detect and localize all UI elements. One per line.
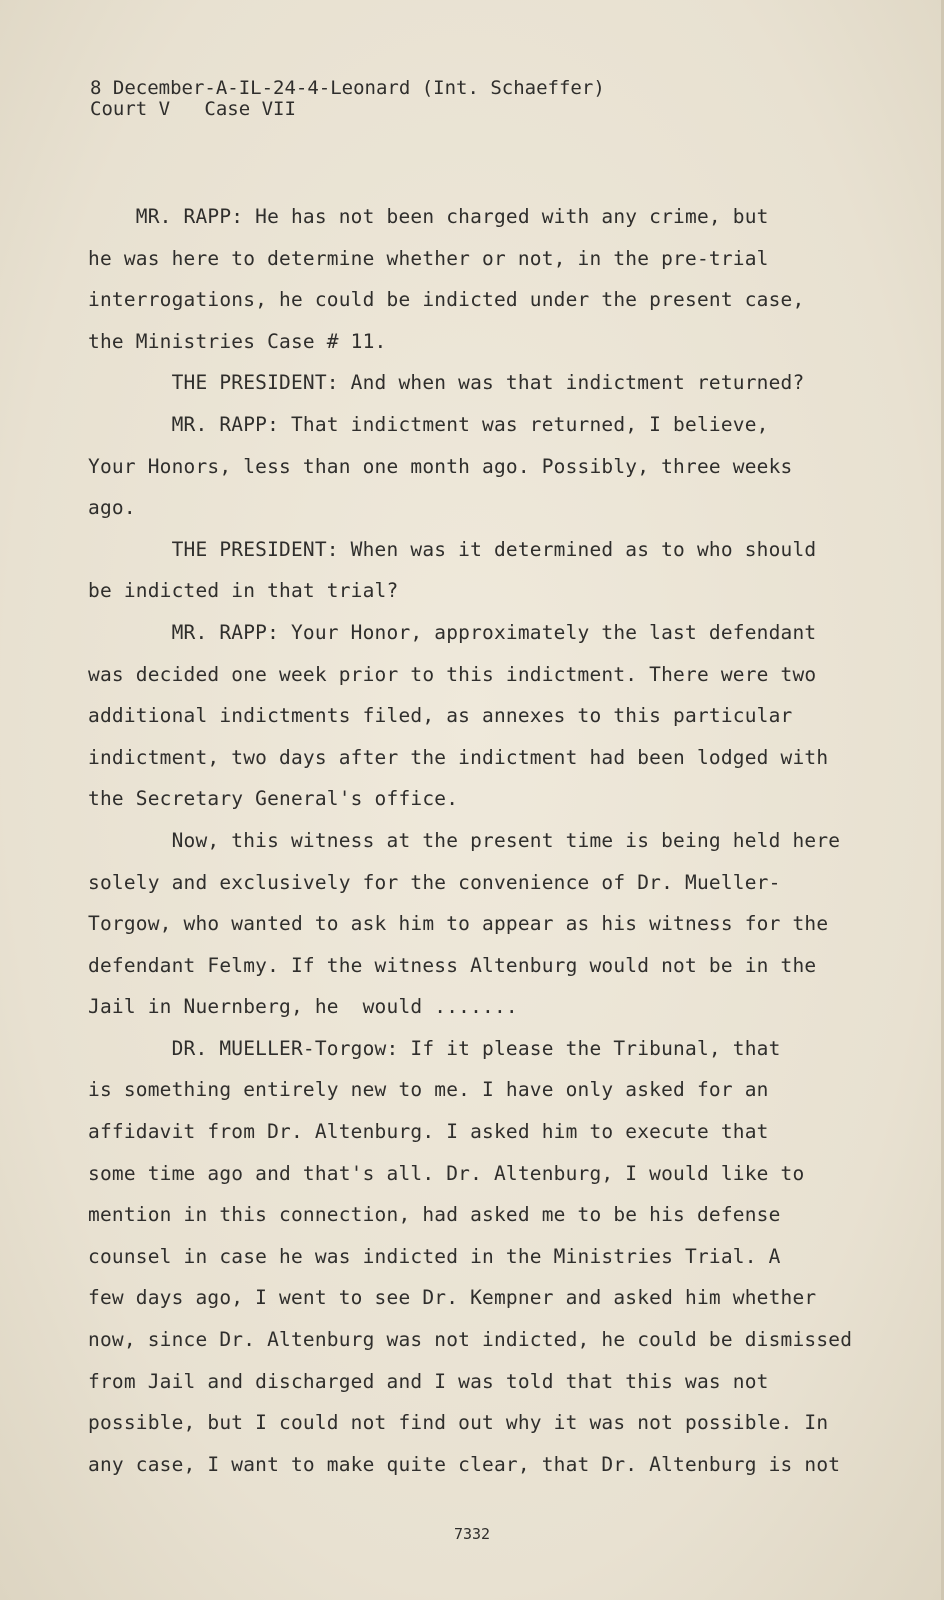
header-date-line: 8 December-A-IL-24-4-Leonard (Int. Schaeffer) xyxy=(90,77,605,99)
transcript-line: MR. RAPP: He has not been charged with any crime, but xyxy=(88,205,769,228)
transcript-line: mention in this connection, had asked me to be his defense xyxy=(88,1203,781,1227)
transcript-line: now, since Dr. Altenburg was not indicted, he could be dismissed xyxy=(88,1328,853,1352)
transcript-line: possible, but I could not find out why it was not possible. In xyxy=(88,1411,829,1435)
transcript-line: Your Honors, less than one month ago. Possibly, three weeks xyxy=(88,454,793,478)
transcript-line: THE PRESIDENT: When was it determined as to who should xyxy=(88,537,817,561)
transcript-line: ago. xyxy=(88,496,136,520)
transcript-line: affidavit from Dr. Altenburg. I asked him to execute that xyxy=(88,1120,769,1144)
transcript-line: DR. MUELLER-Torgow: If it please the Tribunal, that xyxy=(88,1036,781,1060)
transcript-line: MR. RAPP: That indictment was returned, I believe, xyxy=(88,412,769,436)
transcript-line: be indicted in that trial? xyxy=(88,579,399,603)
transcript-line: MR. RAPP: Your Honor, approximately the last defendant xyxy=(88,620,817,644)
transcript-line: some time ago and that's all. Dr. Altenburg, I would like to xyxy=(88,1161,805,1185)
transcript-line: defendant Felmy. If the witness Altenburg would not be in the xyxy=(88,953,817,977)
transcript-line: interrogations, he could be indicted under the present case, xyxy=(88,288,805,312)
document-header xyxy=(90,78,605,120)
transcript-line: any case, I want to make quite clear, that Dr. Altenburg is not xyxy=(88,1452,841,1476)
header-court-line: Court V Case VII xyxy=(90,98,296,120)
transcript-line: counsel in case he was indicted in the Ministries Trial. A xyxy=(88,1244,781,1268)
transcript-line: few days ago, I went to see Dr. Kempner and asked him whether xyxy=(88,1286,817,1310)
transcript-line: Jail in Nuernberg, he would ....... xyxy=(88,995,518,1019)
page-number: 7332 xyxy=(453,1525,491,1543)
transcript-line: indictment, two days after the indictment had been lodged with xyxy=(88,745,829,769)
transcript-line: the Ministries Case # 11. xyxy=(88,329,387,353)
transcript-line: solely and exclusively for the convenience of Dr. Mueller- xyxy=(88,870,781,894)
transcript-line: the Secretary General's office. xyxy=(88,787,459,811)
transcript-line: he was here to determine whether or not, in the pre-trial xyxy=(88,246,769,270)
transcript-body xyxy=(88,196,888,1485)
transcript-line: was decided one week prior to this indictment. There were two xyxy=(88,662,817,686)
transcript-line: is something entirely new to me. I have only asked for an xyxy=(88,1078,769,1102)
transcript-line: additional indictments filed, as annexes to this particular xyxy=(88,704,793,728)
transcript-line: THE PRESIDENT: And when was that indictment returned? xyxy=(88,371,805,395)
transcript-line: Now, this witness at the present time is being held here xyxy=(88,828,841,852)
transcript-line: from Jail and discharged and I was told that this was not xyxy=(88,1369,769,1393)
transcript-line: Torgow, who wanted to ask him to appear as his witness for the xyxy=(88,912,829,936)
